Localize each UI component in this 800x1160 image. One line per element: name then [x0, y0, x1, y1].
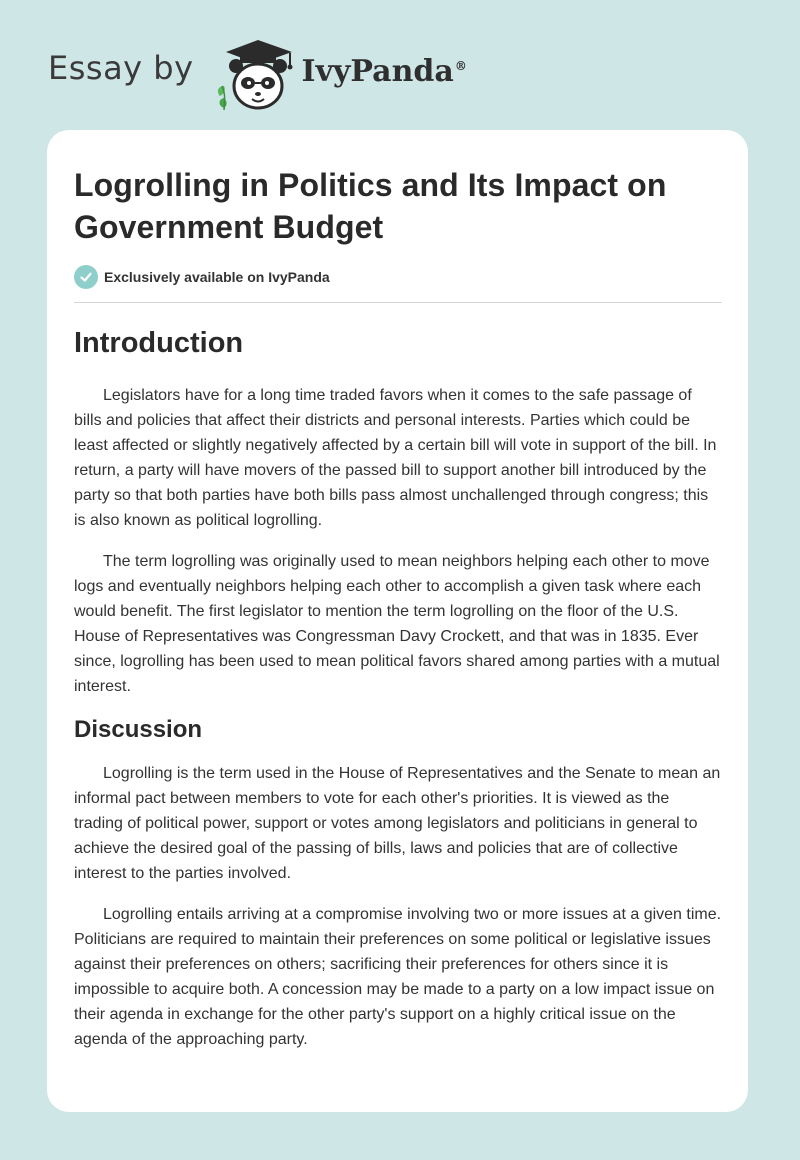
paragraph: Logrolling is the term used in the House of Representatives and the Senate to mean an informal pact between members to vote for each other's priorities. It is viewed as the trading of political power, support or votes among legislators and politicians in general to achieve the desired goal of the passing of bills, laws and policies that are of collective interest to the parties involved. — [74, 765, 721, 882]
essay-card — [47, 130, 748, 1112]
badge-label: Exclusively available on IvyPanda — [104, 269, 330, 285]
panda-logo-icon[interactable] — [212, 36, 298, 112]
brand-prefix: Essay by — [48, 49, 194, 87]
exclusive-badge — [74, 265, 722, 303]
section-heading-introduction: Introduction — [74, 327, 244, 359]
brand-name[interactable]: IvyPanda® — [301, 53, 467, 89]
section-heading-discussion: Discussion — [74, 716, 203, 743]
paragraph: Legislators have for a long time traded favors when it comes to the safe passage of bills and policies that affect their districts and personal interests. Parties which could be least affected or slightly negatively affected by a certain bill will vote in support of the bill. In return, a party will have movers of the passed bill to support another bill introduced by the party so that both parties have both bills pass almost unchallenged through congress; this is also known as political logrolling. — [74, 387, 717, 529]
paragraph: Logrolling entails arriving at a compromise involving two or more issues at a given time. Politicians are required to maintain their preferences on some political or legislative issues against their preferences on others; sacrificing their preferences for others since it is impossible to acquire both. A concession may be made to a party on a low impact issue on their agenda in exchange for the other party's support on a highly critical issue on the agenda of the approaching party. — [74, 906, 722, 1048]
brand-header — [48, 34, 467, 114]
check-icon — [74, 265, 98, 289]
essay-title: Logrolling in Politics and Its Impact on Government Budget — [74, 167, 667, 245]
paragraph: The term logrolling was originally used to mean neighbors helping each other to move logs and eventually neighbors helping each other to accomplish a given task where each would benefit. The first legislator to mention the term logrolling on the floor of the U.S. House of Representatives was Congressman Davy Crockett, and that was in 1835. Ever since, logrolling has been used to mean political favors shared among parties with a mutual interest. — [74, 553, 720, 695]
